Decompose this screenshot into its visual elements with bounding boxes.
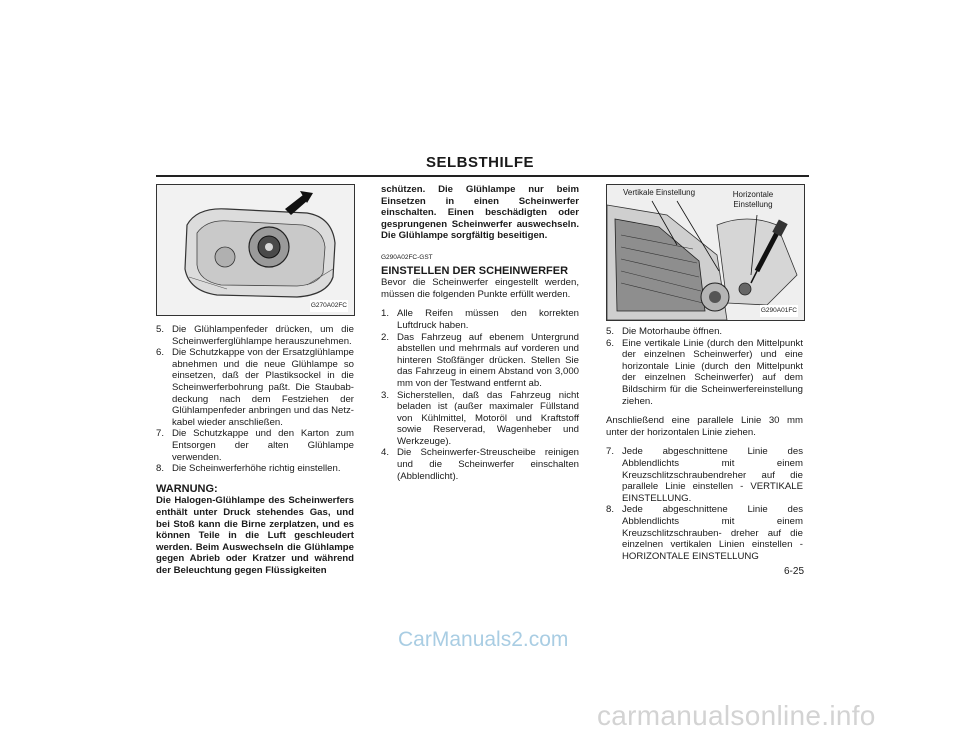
step-text: Die Scheinwerferhöhe richtig einstellen. [172,463,341,475]
list-item [381,308,579,331]
watermark-carmanualsonline: carmanualsonline.info [597,700,876,731]
middle-column [381,184,579,482]
list-item [381,390,579,448]
left-column [156,184,354,576]
list-item [381,447,579,482]
callout-horizontal-label: Horizontale Einstellung [732,190,774,209]
right-steps-list-a [606,326,803,407]
step-text: Sicherstellen, daß das Fahrzeug nicht beladen ist (außer maximaler Füllstand von Kühlmittel, Motoröl und Kraftstoff sowie Reserverad, Wagenheber und Werkzeuge). [397,389,579,447]
header-rule [156,175,809,177]
page-header: SELBSTHILFE [425,154,534,171]
step-text: Die Schutzkappe von der Ersatzglühlampe abnehmen und die neue Glühlampe so einsetzen, daß der Plastiksockel in die Scheinwerferbohrung paßt. Die Staubab-deckung nach dem Festziehen der Glühlampenfeder anbringen und das Netz-kabel wieder anschließen. [172,347,354,428]
step-number: 4. [381,447,390,459]
step-text: Die Scheinwerfer-Streuscheibe reinigen und die Scheinwerfer einschalten (Abblendlicht). [397,447,579,482]
right-steps-list-b [606,446,803,562]
figure-code: G290A01FC [760,305,798,317]
step-number: 1. [381,308,390,320]
section-intro: Bevor die Scheinwerfer eingestellt werden, müssen die folgenden Punkte erfüllt werden. [381,277,579,300]
step-number: 7. [606,446,615,458]
list-item [606,504,803,562]
figure-code: G270A02FC [310,300,348,312]
step-number: 5. [606,326,615,337]
list-item [156,347,354,428]
step-number: 7. [156,428,165,440]
list-item [381,332,579,390]
warning-title: WARNUNG: [156,482,218,495]
step-text: Die Schutzkappe und den Karton zum Entsorgen der alten Glühlampe verwenden. [172,428,354,463]
step-number: 8. [606,504,615,516]
headlamp-adjustment-figure [606,184,805,321]
list-item [156,324,354,347]
step-number: 6. [606,337,615,349]
step-text: Die Motorhaube öffnen. [622,326,723,337]
list-item [156,463,354,475]
section-code: G290A02FC-GST [381,253,433,261]
list-item [606,338,803,408]
right-column [606,184,803,562]
middle-steps-list [381,308,579,482]
list-item [606,446,803,504]
headlamp-illustration [157,185,354,315]
section-title: EINSTELLEN DER SCHEINWERFER [381,264,569,277]
step-text: Die Glühlampenfeder drücken, um die Scheinwerferglühlampe herauszunehmen. [172,324,354,347]
warning-continuation: schützen. Die Glühlampe nur beim Einsetzen in einen Scheinwerfer einschalten. Einen beschädigten oder gesprungenen Scheinwerfer auswechseln. Die Glühlampe sorgfältig beseitigen. [381,184,579,242]
step-text: Jede abgeschnittene Linie des Abblendlichts mit einem Kreuzschlitzschraubendreher auf die parallele Linie einstellen - VERTIKALE EINSTELLUNG. [622,446,803,504]
step-text: Das Fahrzeug auf ebenem Untergrund abstellen und mehrmals auf vorderen und hinteren Stoßfänger drücken. Stellen Sie das Fahrzeug in einem Abstand von 3,000 mm von der Testwand entfernt ab. [397,331,579,389]
watermark-carmanuals2[interactable]: CarManuals2.com [398,628,569,651]
step-number: 3. [381,389,390,401]
step-number: 8. [156,463,165,475]
step-number: 2. [381,331,390,343]
list-item [606,326,803,338]
page-number: 6-25 [784,566,805,577]
paragraph: Anschließend eine parallele Linie 30 mm unter der horizontalen Linie ziehen. [606,415,803,438]
headlamp-bulb-figure [156,184,355,316]
warning-text: Die Halogen-Glühlampe des Scheinwerfers enthält unter Druck stehendes Gas, und bei Stoß kann die Birne zerplatzen, und es können Teile in die Luft geschleudert werden. Beim Auswechseln die Glühlampe gegen Abrieb oder Kratzer und während der Beleuchtung gegen Flüssigkeiten [156,495,354,576]
callout-vertical-label: Vertikale Einstellung [623,188,696,197]
left-steps-list [156,324,354,475]
list-item [156,428,354,463]
step-text: Jede abgeschnittene Linie des Abblendlichts mit einem Kreuzschlitzschrauben- dreher auf die einzelnen vertikalen Linien einstellen - HORIZONTALE EINSTELLUNG [622,504,803,562]
step-number: 6. [156,347,165,359]
step-number: 5. [156,324,165,335]
step-text: Alle Reifen müssen den korrekten Luftdruck haben. [397,308,579,331]
step-text: Eine vertikale Linie (durch den Mittelpunkt der einzelnen Scheinwerfer) und eine horizontale Linie (durch den Mittelpunkt der einzelnen Scheinwerfer) auf dem Bildschirm für die Scheinwerfereinstellung ziehen. [622,337,803,407]
